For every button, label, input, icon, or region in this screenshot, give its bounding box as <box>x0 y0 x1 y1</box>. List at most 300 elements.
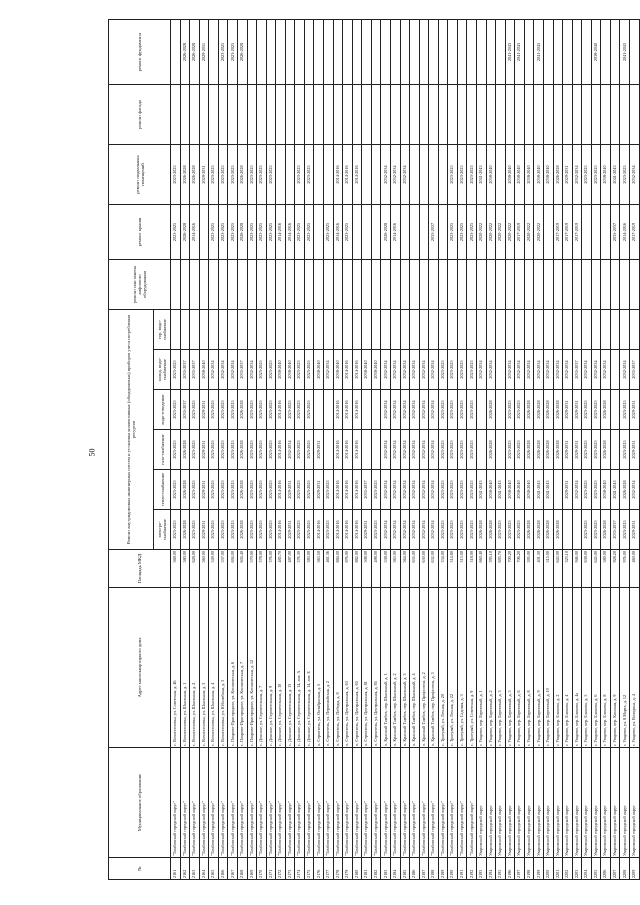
cell-cold-water: 2032-2034 <box>524 350 534 390</box>
cell-basement: 2026-2028 <box>190 145 200 205</box>
table-row <box>400 20 410 880</box>
cell-hot-water <box>591 310 601 350</box>
cell-address: п. Строитель, ул. Центральная, д. 63 <box>343 588 353 748</box>
cell-gas: 2026-2028 <box>553 430 563 470</box>
cell-municipality: Уваровский городской округ <box>515 748 525 858</box>
cell-gas: 2032-2034 <box>429 430 439 470</box>
cell-gas: 2023-2025 <box>304 430 314 470</box>
cell-row-num: 2208 <box>620 858 630 880</box>
cell-elevator <box>190 260 200 310</box>
cell-electric: 2023-2025 <box>304 510 314 550</box>
cell-foundation: 2041-2043 <box>534 20 544 85</box>
col-header-sewer: водо-отведение <box>154 390 171 430</box>
cell-roof: 2014-2016 <box>620 205 630 260</box>
cell-municipality: "Тамбовский городской округ" <box>438 748 448 858</box>
table-row <box>534 20 544 880</box>
cell-foundation: 2023-2025 <box>218 20 228 85</box>
cell-electric: 2023-2025 <box>448 510 458 550</box>
cell-hot-water <box>304 310 314 350</box>
cell-electric: 2032-2034 <box>390 510 400 550</box>
cell-gas: 2023-2025 <box>505 430 515 470</box>
cell-hot-water <box>257 310 267 350</box>
cell-address: п. Красный Тамбов, пер. Профсоюза, д. 3 <box>429 588 439 748</box>
cell-cold-water: 2032-2034 <box>553 350 563 390</box>
cell-gas: 2014-2016 <box>333 430 343 470</box>
col-header-hot-water: гор. водо-снабжение <box>154 310 171 350</box>
cell-heat: 2023-2025 <box>457 470 467 510</box>
cell-electric: 2026-2028 <box>553 510 563 550</box>
cell-sewer: 2014-2016 <box>343 390 353 430</box>
cell-basement: 2023-2025 <box>247 145 257 205</box>
cell-area: 537.00 <box>218 550 228 588</box>
cell-cold-water: 2032-2034 <box>601 350 611 390</box>
cell-roof: 2026-2028 <box>180 205 190 260</box>
cell-basement <box>371 145 381 205</box>
cell-electric: 2023-2025 <box>582 510 592 550</box>
cell-basement: 2038-2040 <box>515 145 525 205</box>
cell-electric: 2023-2025 <box>257 510 267 550</box>
cell-electric: 2032-2034 <box>419 510 429 550</box>
cell-cold-water: 2038-2040 <box>276 350 286 390</box>
table-row <box>266 20 276 880</box>
cell-heat: 2032-2034 <box>381 470 391 510</box>
cell-basement: 2029-2031 <box>199 145 209 205</box>
cell-roof: 2014-2016 <box>285 205 295 260</box>
cell-address: с. Донское, ул. Строительная, д. 7 <box>257 588 267 748</box>
cell-cold-water: 2032-2034 <box>381 350 391 390</box>
cell-area: 884.00 <box>333 550 343 588</box>
cell-row-num: 2199 <box>534 858 544 880</box>
table-row <box>505 20 515 880</box>
cell-municipality: "Тамбовский городской округ" <box>285 748 295 858</box>
cell-foundation <box>171 20 181 85</box>
cell-elevator <box>247 260 257 310</box>
cell-gas: 2029-2031 <box>199 430 209 470</box>
cell-heat: 2023-2025 <box>324 470 334 510</box>
cell-electric: 2026-2028 <box>477 510 487 550</box>
cell-address: г. Уварово, пер. Блинова, д. 6 <box>591 588 601 748</box>
table-row <box>199 20 209 880</box>
table-row <box>438 20 448 880</box>
page-number: 50 <box>87 448 97 457</box>
cell-municipality: Уваровский городской округ <box>601 748 611 858</box>
cell-address: г. Уварово, пер. Березовый, д. 5 <box>505 588 515 748</box>
cell-gas: 2023-2025 <box>448 430 458 470</box>
cell-area: 314.80 <box>448 550 458 588</box>
cell-facade <box>180 85 190 145</box>
cell-row-num: 2193 <box>477 858 487 880</box>
cell-foundation <box>467 20 477 85</box>
cell-cold-water: 2032-2034 <box>477 350 487 390</box>
cell-gas: 2023-2025 <box>247 430 257 470</box>
cell-municipality: Уваровский городской округ <box>591 748 601 858</box>
cell-foundation: 2041-2043 <box>515 20 525 85</box>
cell-address: г. Уварово, пер. Березовый, д. 8 <box>524 588 534 748</box>
cell-roof: 2017-2019 <box>515 205 525 260</box>
cell-hot-water <box>534 310 544 350</box>
cell-area: 376.00 <box>266 550 276 588</box>
cell-basement: 2032-2034 <box>390 145 400 205</box>
cell-area: 946.00 <box>572 550 582 588</box>
cell-cold-water: 2038-2040 <box>333 350 343 390</box>
cell-cold-water: 2035-2037 <box>237 350 247 390</box>
cell-municipality: "Тамбовский городской округ" <box>343 748 353 858</box>
cell-sewer: 2029-2031 <box>630 390 640 430</box>
cell-gas <box>362 430 372 470</box>
cell-sewer: 2026-2028 <box>524 390 534 430</box>
cell-basement <box>429 145 439 205</box>
cell-elevator <box>295 260 305 310</box>
cell-hot-water <box>266 310 276 350</box>
table-row <box>218 20 228 880</box>
cell-foundation <box>572 20 582 85</box>
cell-row-num: 2166 <box>218 858 228 880</box>
cell-sewer: 2023-2025 <box>218 390 228 430</box>
cell-facade <box>486 85 496 145</box>
cell-roof <box>352 205 362 260</box>
cell-gas: 2026-2028 <box>237 430 247 470</box>
cell-electric: 2035-2037 <box>610 510 620 550</box>
cell-sewer: 2032-2034 <box>381 390 391 430</box>
cell-hot-water <box>362 310 372 350</box>
col-header-gas: газо-снабжение <box>154 430 171 470</box>
cell-elevator <box>553 260 563 310</box>
cell-electric <box>563 510 573 550</box>
cell-facade <box>591 85 601 145</box>
cell-municipality: "Тамбовский городской округ" <box>180 748 190 858</box>
cell-elevator <box>505 260 515 310</box>
cell-hot-water <box>171 310 181 350</box>
cell-foundation <box>209 20 219 85</box>
cell-basement: 2032-2034 <box>400 145 410 205</box>
cell-electric: 2023-2025 <box>620 510 630 550</box>
cell-address: с. Тригуляй, ул. Садовая, д. 3 <box>457 588 467 748</box>
cell-roof: 2023-2025 <box>457 205 467 260</box>
cell-municipality: "Тамбовский городской округ" <box>276 748 286 858</box>
cell-area: 560.00 <box>199 550 209 588</box>
cell-facade <box>171 85 181 145</box>
cell-electric: 2026-2028 <box>486 510 496 550</box>
cell-address: г. Уварово, пер. Березовый, д. 1 <box>477 588 487 748</box>
cell-facade <box>582 85 592 145</box>
table-row <box>381 20 391 880</box>
cell-row-num: 2169 <box>247 858 257 880</box>
cell-facade <box>515 85 525 145</box>
cell-foundation <box>257 20 267 85</box>
table-row <box>324 20 334 880</box>
cell-basement: 2038-2040 <box>601 145 611 205</box>
cell-hot-water <box>295 310 305 350</box>
cell-basement: 2023-2025 <box>218 145 228 205</box>
cell-heat: 2026-2028 <box>180 470 190 510</box>
cell-municipality: "Тамбовский городской округ" <box>171 748 181 858</box>
cell-area: 376.30 <box>295 550 305 588</box>
cell-address: с. Вознесеновка, ул. Советская, д. 46 <box>171 588 181 748</box>
cell-gas <box>496 430 506 470</box>
cell-foundation <box>486 20 496 85</box>
cell-heat: 2041-2043 <box>610 470 620 510</box>
cell-area: 695.70 <box>496 550 506 588</box>
cell-facade <box>343 85 353 145</box>
cell-sewer: 2023-2025 <box>591 390 601 430</box>
capital-repair-table <box>108 19 640 880</box>
cell-hot-water <box>276 310 286 350</box>
cell-facade <box>534 85 544 145</box>
table-row <box>630 20 640 880</box>
cell-address: с. Донское, ул. Строительная, д. 10 <box>276 588 286 748</box>
cell-elevator <box>448 260 458 310</box>
cell-row-num: 2203 <box>572 858 582 880</box>
cell-facade <box>295 85 305 145</box>
cell-facade <box>324 85 334 145</box>
cell-address: с. Тригуляй, ул. Лесная, д. 20 <box>438 588 448 748</box>
cell-electric: 2023-2025 <box>266 510 276 550</box>
cell-municipality: "Тамбовский городской округ" <box>410 748 420 858</box>
cell-sewer: 2035-2037 <box>180 390 190 430</box>
cell-elevator <box>419 260 429 310</box>
cell-address: с. Вознесеновка, ул. Школьная, д. 4 <box>209 588 219 748</box>
cell-electric: 2023-2025 <box>218 510 228 550</box>
cell-gas: 2032-2034 <box>410 430 420 470</box>
cell-heat: 2014-2016 <box>343 470 353 510</box>
table-row <box>543 20 553 880</box>
cell-gas: 2023-2025 <box>257 430 267 470</box>
cell-basement: 2038-2040 <box>505 145 515 205</box>
cell-electric: 2014-2016 <box>333 510 343 550</box>
cell-facade <box>457 85 467 145</box>
table-row <box>209 20 219 880</box>
cell-basement: 2026-2028 <box>180 145 190 205</box>
cell-foundation <box>371 20 381 85</box>
cell-heat: 2029-2031 <box>314 470 324 510</box>
cell-sewer: 2032-2034 <box>410 390 420 430</box>
cell-gas: 2023-2025 <box>228 430 238 470</box>
cell-facade <box>257 85 267 145</box>
cell-address: г. Уварово, пер. Блинова, д. 4а <box>572 588 582 748</box>
cell-elevator <box>477 260 487 310</box>
cell-electric: 2023-2025 <box>591 510 601 550</box>
cell-cold-water: 2014-2016 <box>352 350 362 390</box>
cell-heat: 2023-2025 <box>171 470 181 510</box>
cell-electric: 2032-2034 <box>381 510 391 550</box>
cell-address: г. Уварово, пер. Березовый, д. 9 <box>534 588 544 748</box>
cell-facade <box>467 85 477 145</box>
cell-area: 487.00 <box>285 550 295 588</box>
cell-hot-water <box>209 310 219 350</box>
cell-sewer <box>362 390 372 430</box>
cell-address: с. Вознесеновка, ул. Школьная, д. 3 <box>199 588 209 748</box>
cell-hot-water <box>190 310 200 350</box>
cell-roof <box>438 205 448 260</box>
cell-roof: 2023-2025 <box>304 205 314 260</box>
cell-roof: 2014-2016 <box>390 205 400 260</box>
table-row <box>257 20 267 880</box>
cell-area: 318.00 <box>467 550 477 588</box>
cell-row-num: 2205 <box>591 858 601 880</box>
cell-facade <box>381 85 391 145</box>
cell-area: 580.00 <box>180 550 190 588</box>
cell-roof: 2023-2025 <box>324 205 334 260</box>
cell-roof: 2026-2028 <box>237 205 247 260</box>
cell-area: 461.36 <box>324 550 334 588</box>
cell-facade <box>276 85 286 145</box>
cell-heat: 2026-2028 <box>620 470 630 510</box>
cell-elevator <box>620 260 630 310</box>
cell-basement: 2038-2040 <box>534 145 544 205</box>
cell-electric: 2014-2016 <box>314 510 324 550</box>
cell-basement: 2023-2025 <box>304 145 314 205</box>
cell-electric: 2026-2028 <box>543 510 553 550</box>
cell-sewer: 2032-2034 <box>419 390 429 430</box>
table-row <box>553 20 563 880</box>
table-row <box>601 20 611 880</box>
cell-municipality: Уваровский городской округ <box>505 748 515 858</box>
cell-heat: 2035-2037 <box>362 470 372 510</box>
cell-heat: 2029-2031 <box>563 470 573 510</box>
cell-area: 630.00 <box>419 550 429 588</box>
cell-address: с. Покрово-Пригородное, ул. Космическая, д. 6 <box>228 588 238 748</box>
cell-gas: 2023-2025 <box>438 430 448 470</box>
cell-address: г. Уварово, пер. Блинова, д. 5 <box>582 588 592 748</box>
cell-area: 580.00 <box>601 550 611 588</box>
cell-elevator <box>572 260 582 310</box>
cell-heat: 2029-2031 <box>285 470 295 510</box>
cell-gas: 2014-2016 <box>276 430 286 470</box>
cell-area: 549.00 <box>209 550 219 588</box>
cell-heat: 2023-2025 <box>209 470 219 510</box>
cell-electric: 2026-2028 <box>524 510 534 550</box>
cell-hot-water <box>630 310 640 350</box>
cell-heat: 2023-2025 <box>257 470 267 510</box>
cell-row-num: 2174 <box>295 858 305 880</box>
cell-electric: 2023-2025 <box>371 510 381 550</box>
cell-row-num: 2209 <box>630 858 640 880</box>
cell-gas <box>477 430 487 470</box>
cell-municipality: Уваровский городской округ <box>524 748 534 858</box>
cell-heat: 2023-2025 <box>591 470 601 510</box>
cell-gas: 2023-2025 <box>218 430 228 470</box>
cell-area: 564.00 <box>400 550 410 588</box>
cell-cold-water: 2038-2040 <box>285 350 295 390</box>
cell-elevator <box>180 260 190 310</box>
cell-cold-water: 2032-2034 <box>505 350 515 390</box>
cell-heat: 2023-2025 <box>266 470 276 510</box>
cell-basement <box>438 145 448 205</box>
cell-basement: 2023-2025 <box>620 145 630 205</box>
cell-sewer: 2029-2031 <box>563 390 573 430</box>
cell-address: г. Уварово, пер. Блинова, д. 4 <box>563 588 573 748</box>
cell-row-num: 2194 <box>486 858 496 880</box>
cell-elevator <box>630 260 640 310</box>
cell-area: 976.00 <box>620 550 630 588</box>
cell-area: 334.00 <box>438 550 448 588</box>
cell-elevator <box>237 260 247 310</box>
cell-elevator <box>324 260 334 310</box>
cell-cold-water: 2023-2025 <box>467 350 477 390</box>
cell-heat <box>553 470 563 510</box>
cell-elevator <box>591 260 601 310</box>
cell-electric: 2029-2031 <box>362 510 372 550</box>
cell-foundation <box>333 20 343 85</box>
cell-facade <box>400 85 410 145</box>
cell-heat: 2023-2025 <box>218 470 228 510</box>
cell-facade <box>553 85 563 145</box>
cell-heat: 2041-2043 <box>496 470 506 510</box>
cell-basement: 2038-2040 <box>524 145 534 205</box>
cell-cold-water: 2032-2034 <box>543 350 553 390</box>
cell-basement: 2014-2016 <box>352 145 362 205</box>
cell-row-num: 2182 <box>371 858 381 880</box>
cell-foundation <box>563 20 573 85</box>
cell-row-num: 2165 <box>209 858 219 880</box>
cell-heat: 2014-2016 <box>352 470 362 510</box>
cell-roof: 2020-2022 <box>505 205 515 260</box>
cell-hot-water <box>218 310 228 350</box>
cell-heat: 2023-2025 <box>228 470 238 510</box>
cell-elevator <box>457 260 467 310</box>
cell-basement: 2023-2025 <box>295 145 305 205</box>
cell-electric: 2023-2025 <box>295 510 305 550</box>
cell-hot-water <box>524 310 534 350</box>
cell-area: 563.50 <box>314 550 324 588</box>
cell-municipality: "Тамбовский городской округ" <box>266 748 276 858</box>
cell-hot-water <box>352 310 362 350</box>
cell-roof <box>371 205 381 260</box>
table-row <box>448 20 458 880</box>
table-row <box>410 20 420 880</box>
cell-sewer: 2023-2025 <box>295 390 305 430</box>
cell-sewer: 2023-2025 <box>228 390 238 430</box>
cell-heat: 2023-2025 <box>247 470 257 510</box>
table-row <box>467 20 477 880</box>
cell-electric: 2023-2025 <box>324 510 334 550</box>
cell-facade <box>285 85 295 145</box>
cell-cold-water: 2023-2025 <box>266 350 276 390</box>
cell-sewer: 2026-2028 <box>601 390 611 430</box>
cell-electric: 2014-2016 <box>352 510 362 550</box>
cell-municipality: "Тамбовский городской округ" <box>390 748 400 858</box>
cell-area: 383.00 <box>304 550 314 588</box>
cell-address: с. Вознесеновка, ул. Юбилейная, д. 3 <box>218 588 228 748</box>
cell-municipality: Уваровский городской округ <box>486 748 496 858</box>
cell-sewer: 2023-2025 <box>467 390 477 430</box>
cell-row-num: 2179 <box>343 858 353 880</box>
cell-municipality: "Тамбовский городской округ" <box>209 748 219 858</box>
cell-row-num: 2176 <box>314 858 324 880</box>
cell-gas: 2026-2028 <box>524 430 534 470</box>
cell-gas <box>610 430 620 470</box>
cell-address: г. Уварово, пер. Березовый, д. 10 <box>543 588 553 748</box>
cell-gas: 2023-2025 <box>190 430 200 470</box>
cell-foundation <box>247 20 257 85</box>
cell-gas: 2026-2028 <box>180 430 190 470</box>
cell-heat: 2023-2025 <box>582 470 592 510</box>
cell-municipality: Уваровский городской округ <box>496 748 506 858</box>
cell-municipality: "Тамбовский городской округ" <box>218 748 228 858</box>
cell-cold-water: 2023-2025 <box>438 350 448 390</box>
cell-municipality: "Тамбовский городской округ" <box>228 748 238 858</box>
cell-roof: 2020-2022 <box>477 205 487 260</box>
cell-elevator <box>515 260 525 310</box>
cell-sewer: 2032-2034 <box>390 390 400 430</box>
cell-area: 638.00 <box>582 550 592 588</box>
cell-cold-water: 2038-2040 <box>314 350 324 390</box>
cell-cold-water: 2023-2025 <box>295 350 305 390</box>
cell-address: с. Вознесеновка, ул. Школьная, д. 2 <box>190 588 200 748</box>
cell-foundation: 2041-2043 <box>620 20 630 85</box>
cell-area: 628.00 <box>190 550 200 588</box>
cell-basement <box>276 145 286 205</box>
